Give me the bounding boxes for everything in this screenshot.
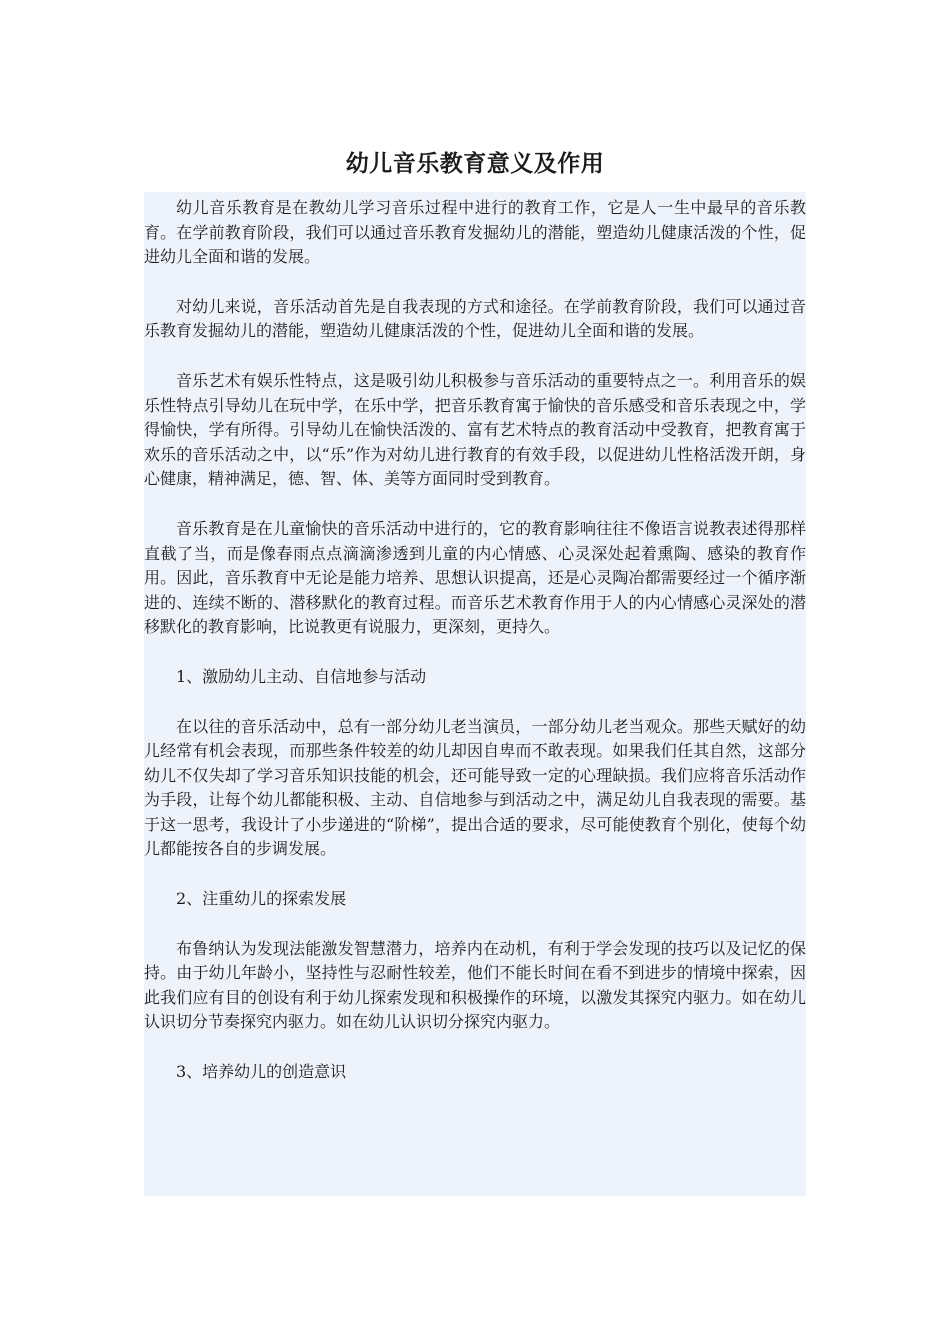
paragraph-intro: 幼儿音乐教育是在教幼儿学习音乐过程中进行的教育工作，它是人一生中最早的音乐教育。在学前教育阶段，我们可以通过音乐教育发掘幼儿的潜能，塑造幼儿健康活泼的个性，促进幼儿全面和谐的发展。 [144, 198, 806, 267]
document-body [144, 196, 806, 1110]
paragraph-influence: 音乐教育是在儿童愉快的音乐活动中进行的，它的教育影响往往不像语言说教表述得那样直截了当，而是像春雨点点滴滴渗透到儿童的内心情感、心灵深处起着熏陶、感染的教育作用。因此，音乐教育中无论是能力培养、思想认识提高，还是心灵陶冶都需要经过一个循序渐进的、连续不断的、潜移默化的教育过程。而音乐艺术教育作用于人的内心情感心灵深处的潜移默化的教育影响，比说教更有说服力，更深刻，更持久。 [144, 518, 806, 637]
section-paragraph-2: 布鲁纳认为发现法能激发智慧潜力，培养内在动机，有利于学会发现的技巧以及记忆的保持。由于幼儿年龄小，坚持性与忍耐性较差，他们不能长时间在看不到进步的情境中探索，因此我们应有目的创设有利于幼儿探索发现和积极操作的环境，以激发其探究内驱力。如在幼儿认识切分节奏探究内驱力。如在幼儿认识切分探究内驱力。 [144, 938, 806, 1032]
paragraph-self-expression: 对幼儿来说，音乐活动首先是自我表现的方式和途径。在学前教育阶段，我们可以通过音乐教育发掘幼儿的潜能，塑造幼儿健康活泼的个性，促进幼儿全面和谐的发展。 [144, 296, 806, 341]
document-title: 幼儿音乐教育意义及作用 [345, 151, 605, 178]
section-paragraph-1: 在以往的音乐活动中，总有一部分幼儿老当演员，一部分幼儿老当观众。那些天赋好的幼儿经常有机会表现，而那些条件较差的幼儿却因自卑而不敢表现。如果我们任其自然，这部分幼儿不仅失却了学习音乐知识技能的机会，还可能导致一定的心理缺损。我们应将音乐活动作为手段，让每个幼儿都能积极、主动、自信地参与到活动之中，满足幼儿自我表现的需要。基于这一思考，我设计了小步递进的“阶梯”，提出合适的要求，尽可能使教育个别化，使每个幼儿都能按各自的步调发展。 [144, 716, 806, 859]
section-heading-3: 3、培养幼儿的创造意识 [176, 1062, 347, 1082]
section-heading-2: 2、注重幼儿的探索发展 [176, 889, 347, 909]
section-heading-1: 1、激励幼儿主动、自信地参与活动 [176, 666, 427, 686]
paragraph-entertainment: 音乐艺术有娱乐性特点，这是吸引幼儿积极参与音乐活动的重要特点之一。利用音乐的娱乐性特点引导幼儿在玩中学，在乐中学，把音乐教育寓于愉快的音乐感受和音乐表现之中，学得愉快，学有所得。引导幼儿在愉快活泼的、富有艺术特点的教育活动中受教育，把教育寓于欢乐的音乐活动之中，以“乐”作为对幼儿进行教育的有效手段，以促进幼儿性格活泼开朗，身心健康，精神满足，德、智、体、美等方面同时受到教育。 [144, 370, 806, 489]
